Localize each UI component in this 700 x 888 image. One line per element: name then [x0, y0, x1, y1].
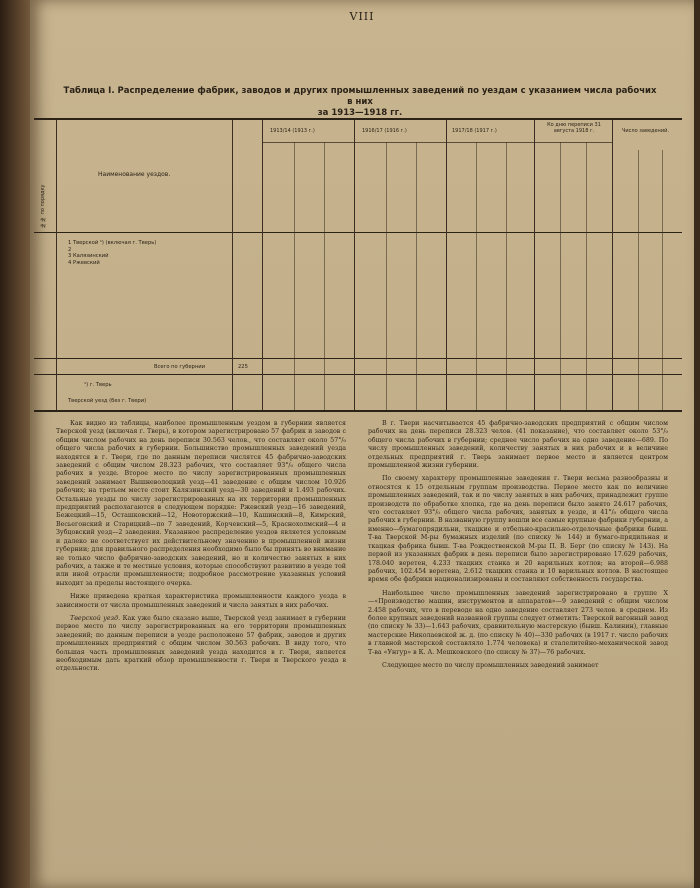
- table-row-label: 3 Калязинский: [68, 253, 109, 259]
- col-header-name: Наименование уездов.: [98, 171, 171, 178]
- table-row-label: 1 Тверской ¹) (включая г. Тверь): [68, 240, 157, 246]
- text-column-left: [56, 420, 346, 679]
- paragraph: Как видно из таблицы, наиболее промышленным уездом в губернии является Тверской уезд (включая г. Тверь), в котором зарегистрировано 57 фабрик и заводов с общим числом рабочих на день переписи 30.563 челов., что составляет около 57°/₀ общего числа рабочих в губернии. Большинство промышленных заведений уезда находятся в г. Твери, где по данным переписи числятся 45 фабрично-заводских заведений с общим числом 28.323 рабочих, что составляет 93°/₀ общего числа рабочих в уезде. Второе место по числу зарегистрированных промышленных заведений занимает Вышневолоцкий уезд—41 заведение с общим числом 10.926 рабочих; на третьем месте стоит Калязинский уезд—30 заведений и 1.493 рабочих. Остальные уезды по числу зарегистрированных на их территории промышленных предприятий располагаются в следующем порядке: Ржевский уезд—16 заведений, Бежецкий—15, Осташковский—12, Новоторжский—10, Кашинский—8, Кимрский, Весьегонский и Старицкий—по 7 заведений, Корчевский—5, Краснохолмский—4 и Зубцовский уезд—2 заведения. Указанное распределение уездов является условным и далеко не соответствует их действительному значению в промышленной жизни губернии; для правильного распределения необходимо было бы принять во внимание не только число фабрично-заводских заведений, но и количество занятых в них рабочих, а также и те местные условия, которые способствуют развитию в уезде той или иной отрасли промышленности; подробное рассмотрение указанных условий выходит за пределы настоящего очерка.: [56, 420, 346, 587]
- col-header-zavedeniy: Число заведений.: [622, 128, 669, 134]
- col-header-1918: Ко дню переписи 31 августа 1918 г.: [547, 122, 601, 134]
- paragraph: В г. Твери насчитывается 45 фабрично-заводских предприятий с общим числом рабочих на день переписи 28.323 челов. (41 показание), что составляет около 53°/₀ общего числа рабочих в губернии; среднее число рабочих на одно заведение—689. По числу промышленных заведений, количеству занятых в них рабочих и в величине отдельных предприятий г. Тверь занимает первое место и является центром промышленной жизни губернии.: [368, 420, 668, 470]
- table-total-bottom-rule: [34, 374, 682, 375]
- book-page: [30, 0, 694, 888]
- table-header-rule: [34, 232, 682, 233]
- table-title-line-2: за 1913—1918 гг.: [317, 108, 403, 118]
- paragraph-body: Как уже было сказано выше, Тверской уезд занимает в губернии первое место по числу зарегистрированных на его территории промышленных заведений; по данным переписи в уезде расположено 57 фабрик, заводов и других промышленных предприятий с общим числом 30.563 рабочих. В виду того, что большая часть промышленных заведений уезда находится в г. Твери, является необходимым дать краткий обзор промышленности г. Твери и Тверского уезда в отдельности.: [56, 614, 346, 673]
- table-total-value: 225: [238, 364, 248, 370]
- paragraph: По своему характеру промышленные заведения г. Твери весьма разнообразны и относятся к 15 отдельным группам производства. Первое место как по величине промышленных заведений, так и по числу занятых в них рабочих, принадлежит группе производств по обработке хлопка, где на день переписи было занято 24.617 рабочих, что составляет 93°/₀ общего числа рабочих, занятых в уезде, и 41°/₀ общего числа рабочих в губернии. В названную группу вошли все самые крупные фабрики губернии, а именно—бумагопрядильни, ткацкие и отбельно-красильно-отделочные фабрики бывш. Т-ва Тверской М-ры бумажных изделий (по списку № 144) и бумаго-прядильная и ткацкая фабрика бывш. Т-ва Рождественской М-ры П. В. Берг (по списку № 143). На первой из указанных фабрик в день переписи было зарегистрировано 17.629 рабочих, 178.040 веретен, 4.233 ткацких станка и 20 варильных котлов; на второй—6.988 рабочих, 102.454 веретена, 2.612 ткацких станка и 10 варильных котлов. В настоящее время обе фабрики национализированы и составляют собственность государства.: [368, 475, 668, 584]
- table-total-rule: [34, 358, 682, 359]
- paragraph: Наибольшее число промышленных заведений зарегистрировано в группе X—«Производство машин, инструментов и аппаратов»—9 заведений с общим числом 2.458 рабочих, что в переводе на одно заведение составляет 273 челов. в среднем. Из более крупных заведений названной группы следует отметить: Тверской вагонный завод (по списку № 33)—1.643 рабочих, сравнительную мастерскую (бывш. Калинин), главные мастерские Николаевской ж. д. (по списку № 40)—330 рабочих (в 1917 г. число рабочих в главной мастерской составляло 1.774 человека) и сталелитейно-механической завод Т-ва «Унгур» в К. А. Мешковского (по списку № 37)—76 рабочих.: [368, 589, 668, 656]
- book-spine: [0, 0, 34, 888]
- table-title-line-1: Таблица I. Распределение фабрик, заводов и других промышленных заведений по уездам с указанием числа рабочих в них: [63, 86, 657, 107]
- col-header-number: №№ по порядку: [40, 184, 46, 228]
- table-row-label: 2: [68, 246, 72, 253]
- paragraph: Ниже приведена краткая характеристика промышленности каждого уезда в зависимости от числа промышленных заведений и числа занятых в них рабочих.: [56, 593, 346, 609]
- table-total-label: Всего по губернии: [154, 364, 205, 370]
- table-row-label: ¹) г. Тверь: [84, 382, 112, 388]
- col-header-1917: 1917/18 (1917 г.): [452, 128, 497, 134]
- table-row-label: 4 Ржевский: [68, 259, 100, 266]
- table-row-label: Тверской уезд (без г. Твери): [68, 398, 147, 404]
- paragraph-lead: Тверской уезд.: [70, 614, 121, 622]
- text-column-right: [368, 420, 668, 675]
- col-header-1913: 1913/14 (1913 г.): [270, 128, 315, 134]
- paragraph: Следующее место по числу промышленных заведений занимает: [382, 661, 599, 669]
- col-header-1916: 1916/17 (1916 г.): [362, 128, 407, 134]
- page-number: VIII: [349, 10, 375, 23]
- table-title: [60, 86, 660, 119]
- statistics-table: [34, 118, 682, 412]
- paragraph: [56, 615, 346, 674]
